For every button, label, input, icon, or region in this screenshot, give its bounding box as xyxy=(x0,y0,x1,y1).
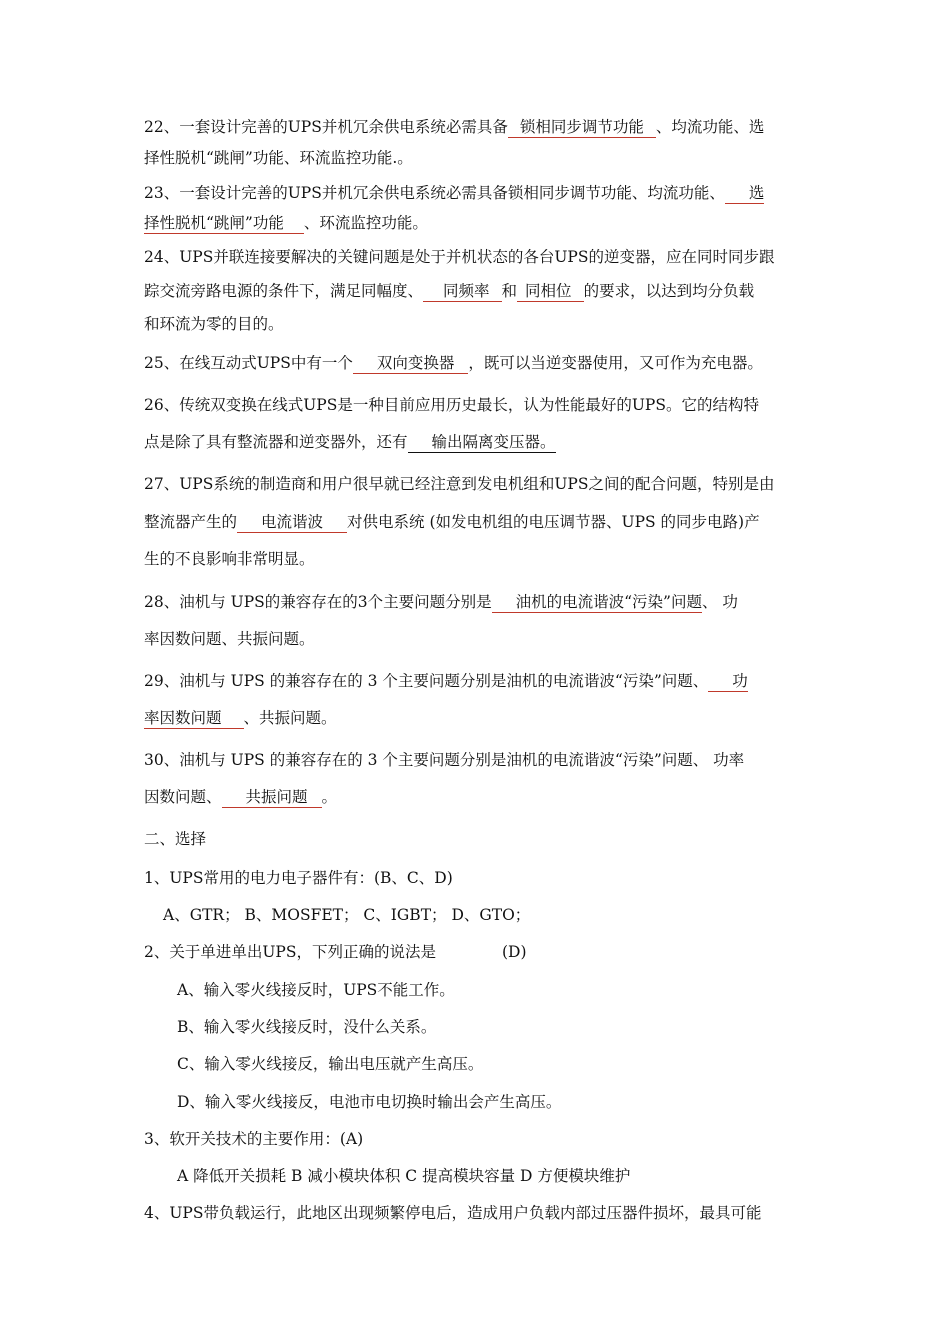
q23-line1: 23、一套设计完善的UPS并机冗余供电系统必需具备锁相同步调节功能、均流功能、 选 xyxy=(144,184,765,202)
q22-answer-blank: 锁相同步调节功能 xyxy=(508,117,656,138)
q29-answer-blank-part1: 功 xyxy=(708,671,748,692)
choice3-question: 3、软开关技术的主要作用：(A) xyxy=(144,1130,364,1148)
q28-line1: 28、油机与 UPS的兼容存在的3个主要问题分别是 油机的电流谐波“污染”问题、 功 xyxy=(144,593,738,611)
q29-line2: 率因数问题 、共振问题。 xyxy=(144,709,337,727)
q27-line2: 整流器产生的 电流谐波 对供电系统 (如发电机组的电压调节器、UPS 的同步电路)产 xyxy=(144,513,760,531)
q27-line3: 生的不良影响非常明显。 xyxy=(144,550,315,568)
q30-line1: 30、油机与 UPS 的兼容存在的 3 个主要问题分别是油机的电流谐波“污染”问题、 功率 xyxy=(144,751,745,769)
q23-line2: 择性脱机“跳闸”功能 、环流监控功能。 xyxy=(144,214,428,232)
choice3-options: A 降低开关损耗 B 减小模块体积 C 提高模块容量 D 方便模块维护 xyxy=(177,1167,631,1185)
q24-line2: 踪交流旁路电源的条件下，满足同幅度、 同频率 和 同相位 的要求，以达到均分负载 xyxy=(144,282,755,300)
q27-answer-blank: 电流谐波 xyxy=(237,512,347,533)
q30-answer-blank: 共振问题 xyxy=(222,787,322,808)
choice2-answer: (D) xyxy=(501,943,527,961)
q28-line2: 率因数问题、共振问题。 xyxy=(144,630,315,648)
q25-answer-blank: 双向变换器 xyxy=(353,353,469,374)
q26-line1: 26、传统双变换在线式UPS是一种目前应用历史最长，认为性能最好的UPS。它的结构特 xyxy=(144,396,759,414)
q26-answer-blank: 输出隔离变压器。 xyxy=(408,432,556,453)
q22-line1: 22、一套设计完善的UPS并机冗余供电系统必需具备 锁相同步调节功能 、均流功能、选 xyxy=(144,118,765,136)
q25-line1: 25、在线互动式UPS中有一个 双向变换器 ，既可以当逆变器使用，又可作为充电器。 xyxy=(144,354,763,372)
choice2-option-c: C、输入零火线接反，输出电压就产生高压。 xyxy=(177,1055,484,1073)
choice1-options: A、GTR； B、MOSFET； C、IGBT； D、GTO； xyxy=(163,906,531,924)
section-heading: 二、选择 xyxy=(144,830,207,848)
choice2-option-d: D、输入零火线接反，电池市电切换时输出会产生高压。 xyxy=(177,1093,562,1111)
q29-answer-blank-part2: 率因数问题 xyxy=(144,708,244,729)
choice1-question: 1、UPS常用的电力电子器件有：(B、C、D) xyxy=(144,869,453,887)
q24-answer-blank2: 同相位 xyxy=(517,281,584,302)
choice2-option-a: A、输入零火线接反时，UPS不能工作。 xyxy=(177,981,455,999)
q27-line1: 27、UPS系统的制造商和用户很早就已经注意到发电机组和UPS之间的配合问题，特别是由 xyxy=(144,475,775,493)
q23-answer-blank-part1: 选 xyxy=(725,183,765,204)
q26-line2: 点是除了具有整流器和逆变器外，还有 输出隔离变压器。 xyxy=(144,433,556,451)
q24-line1: 24、UPS并联连接要解决的关键问题是处于并机状态的各台UPS的逆变器，应在同时同步跟 xyxy=(144,248,775,266)
q23-answer-blank-part2: 择性脱机“跳闸”功能 xyxy=(144,213,304,234)
q24-line3: 和环流为零的目的。 xyxy=(144,315,284,333)
choice4-question: 4、UPS带负载运行，此地区出现频繁停电后，造成用户负载内部过压器件损坏，最具可能 xyxy=(144,1204,762,1222)
choice2-option-b: B、输入零火线接反时，没什么关系。 xyxy=(177,1018,437,1036)
choice2-question: 2、关于单进单出UPS，下列正确的说法是 (D) xyxy=(144,943,527,961)
q28-answer-blank: 油机的电流谐波“污染”问题 xyxy=(492,592,702,613)
q22-line2: 择性脱机“跳闸”功能、环流监控功能.。 xyxy=(144,149,413,167)
q22-text: 22、一套设计完善的UPS并机冗余供电系统必需具备 xyxy=(144,118,508,136)
q30-line2: 因数问题、 共振问题 。 xyxy=(144,788,338,806)
q24-answer-blank1: 同频率 xyxy=(423,281,502,302)
q29-line1: 29、油机与 UPS 的兼容存在的 3 个主要问题分别是油机的电流谐波“污染”问题、 功 xyxy=(144,672,748,690)
